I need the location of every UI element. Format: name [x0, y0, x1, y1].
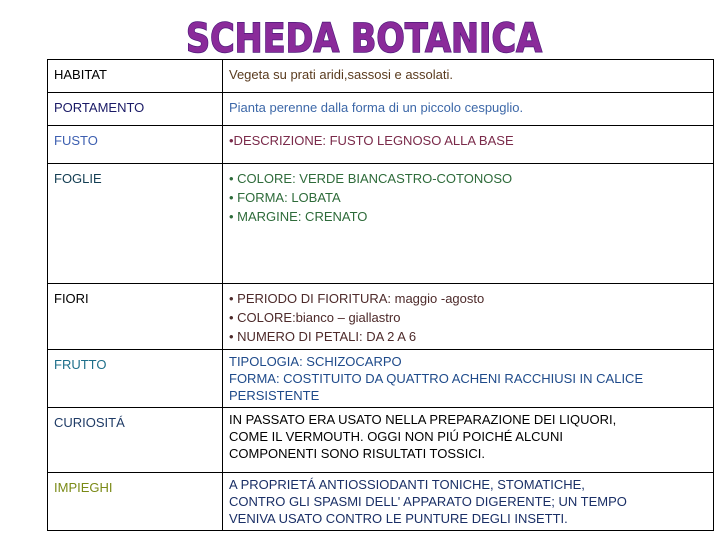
table-row-fusto — [48, 126, 714, 164]
row-value-foglie — [223, 164, 714, 284]
row-value-portamento — [223, 93, 714, 126]
value-line: A PROPRIETÁ ANTIOSSIODANTI TONICHE, STOMATICHE, — [229, 477, 585, 492]
value-line: FORMA: COSTITUITO DA QUATTRO ACHENI RACCHIUSI IN CALICE — [229, 371, 644, 386]
botanical-sheet-table — [47, 59, 714, 531]
value-line: Pianta perenne dalla forma di un piccolo cespuglio. — [229, 100, 524, 115]
row-value-fusto — [223, 126, 714, 164]
value-line: •DESCRIZIONE: FUSTO LEGNOSO ALLA BASE — [229, 133, 514, 148]
value-line: • NUMERO DI PETALI: DA 2 A 6 — [229, 329, 417, 344]
table-row-portamento — [48, 93, 714, 126]
value-line: • COLORE:bianco – giallastro — [229, 310, 401, 325]
row-label-foglie: FOGLIE — [48, 164, 223, 284]
row-label-frutto: FRUTTO — [48, 350, 223, 408]
value-line: • MARGINE: CRENATO — [229, 209, 368, 224]
value-line: COME IL VERMOUTH. OGGI NON PIÚ POICHÉ ALCUNI — [229, 429, 563, 444]
table-row-fiori — [48, 284, 714, 350]
value-line: Vegeta su prati aridi,sassosi e assolati. — [229, 67, 454, 82]
table-row-curiosita — [48, 408, 714, 473]
row-label-portamento: PORTAMENTO — [48, 93, 223, 126]
row-value-impieghi — [223, 473, 714, 531]
value-line: IN PASSATO ERA USATO NELLA PREPARAZIONE DEI LIQUORI, — [229, 412, 617, 427]
page-title-text: SCHEDA BOTANICA — [186, 16, 543, 60]
table-row-frutto — [48, 350, 714, 408]
value-line: VENIVA USATO CONTRO LE PUNTURE DEGLI INSETTI. — [229, 511, 568, 526]
value-line: • FORMA: LOBATA — [229, 190, 341, 205]
row-label-fusto: FUSTO — [48, 126, 223, 164]
table-row-foglie — [48, 164, 714, 284]
row-label-fiori: FIORI — [48, 284, 223, 350]
value-line: • PERIODO DI FIORITURA: maggio -agosto — [229, 291, 485, 306]
value-line: • COLORE: VERDE BIANCASTRO-COTONOSO — [229, 171, 513, 186]
row-value-fiori — [223, 284, 714, 350]
row-label-habitat: HABITAT — [48, 60, 223, 93]
table-row-habitat — [48, 60, 714, 93]
value-line: CONTRO GLI SPASMI DELL' APPARATO DIGERENTE; UN TEMPO — [229, 494, 627, 509]
row-value-habitat — [223, 60, 714, 93]
page-title — [0, 8, 720, 60]
value-line: PERSISTENTE — [229, 388, 320, 403]
row-label-impieghi: IMPIEGHI — [48, 473, 223, 531]
row-label-curiosita: CURIOSITÁ — [48, 408, 223, 473]
table-row-impieghi — [48, 473, 714, 531]
row-value-curiosita — [223, 408, 714, 473]
value-line: COMPONENTI SONO RISULTATI TOSSICI. — [229, 446, 485, 461]
row-value-frutto — [223, 350, 714, 408]
value-line: TIPOLOGIA: SCHIZOCARPO — [229, 354, 402, 369]
